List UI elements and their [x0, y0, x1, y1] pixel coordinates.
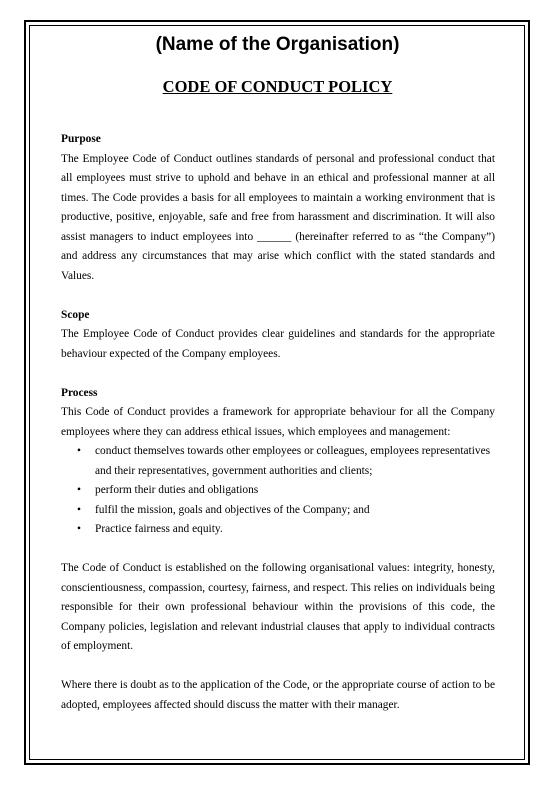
list-item [61, 481, 495, 501]
policy-title: CODE OF CONDUCT POLICY [162, 77, 393, 96]
spacer [61, 286, 495, 306]
spacer [61, 364, 495, 384]
doubt-paragraph: Where there is doubt as to the application of the Code, or the appropriate course of action to be adopted, employees affected should discuss the matter with their manager. [61, 679, 495, 711]
process-paragraph: This Code of Conduct provides a framework for appropriate behaviour for all the Company employees where they can address ethical issues, which employees and management: [61, 406, 495, 438]
organisation-name: (Name of the Organisation) [155, 34, 400, 55]
spacer [61, 657, 495, 677]
list-item [61, 442, 495, 481]
list-item-text: fulfil the mission, goals and objectives of the Company; and [95, 503, 370, 516]
list-item [61, 501, 495, 521]
spacer [61, 540, 495, 560]
list-item-text: conduct themselves towards other employees or colleagues, employees representatives and their representatives, government authorities and clients; [95, 445, 491, 477]
bullet-icon: • [77, 523, 81, 535]
list-item-text: Practice fairness and equity. [95, 523, 223, 535]
process-bullet-list [61, 442, 495, 540]
list-item [61, 520, 495, 540]
bullet-icon: • [77, 484, 81, 496]
list-item-text: perform their duties and obligations [95, 484, 259, 496]
scope-heading: Scope [61, 308, 90, 321]
purpose-heading: Purpose [61, 133, 101, 145]
values-paragraph: The Code of Conduct is established on the following organisational values: integrity, honesty, conscientiousness, compassion, courtesy, fairness, and respect. This relies on individuals being responsible for their own professional behaviour within the provisions of this code, the Company policies, legislation and relevant industrial clauses that apply to individual contracts of employment. [61, 562, 495, 652]
process-heading: Process [61, 386, 98, 399]
scope-paragraph: The Employee Code of Conduct provides clear guidelines and standards for the appropriate behaviour expected of the Company employees. [61, 328, 495, 360]
bullet-icon: • [77, 503, 81, 516]
bullet-icon: • [77, 445, 81, 457]
document-body [61, 130, 495, 715]
purpose-paragraph: The Employee Code of Conduct outlines standards of personal and professional conduct that all employees must strive to uphold and behave in an ethical and professional manner at all times. The Code provides a basis for all employees to maintain a working environment that is productive, positive, enjoyable, safe and free from harassment and discrimination. It will also assist managers to induct employees into ______ (hereinafter referred to as “the Company”) and address any circumstances that may arise which conflict with the stated standards and Values. [61, 152, 495, 282]
